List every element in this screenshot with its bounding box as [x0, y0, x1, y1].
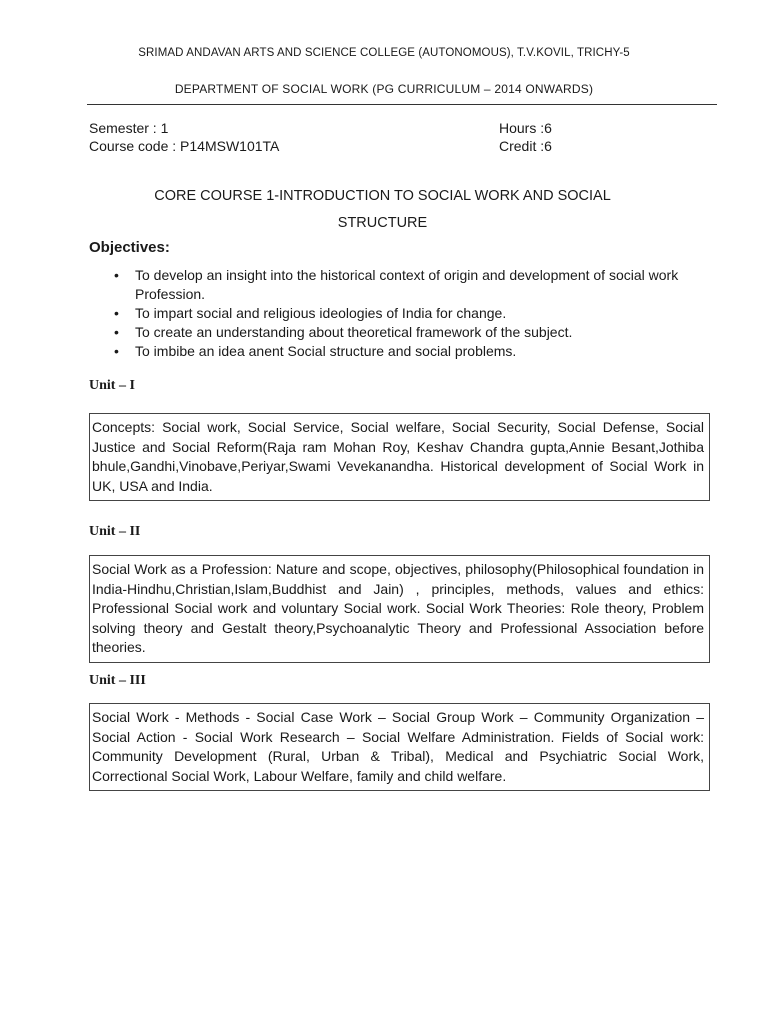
unit-2-heading: Unit – II: [89, 524, 141, 539]
course-meta-right: [499, 119, 552, 155]
credit-label: Credit :6: [499, 138, 552, 154]
unit-1-content-box: Concepts: Social work, Social Service, Social welfare, Social Security, Social Defense, Social Justice and Social Reform(Raja ram Mohan Roy, Keshav Chandra gupta,Annie Besant,Jothiba bhule,Gandhi,Vinobave,Periyar,Swami Vevekanandha. Historical development of Social Work in UK, USA and India.: [89, 413, 710, 501]
objectives-list: [112, 266, 682, 361]
unit-2-content-box: Social Work as a Profession: Nature and scope, objectives, philosophy(Philosophical foundation in India-Hindhu,Christian,Islam,Buddhist and Jain) , principles, methods, values and ethics: Professional Social work and voluntary Social work. Social Work Theories: Role theory, Problem solving theory and Gestalt theory,Psychoanalytic Theory and Professional Association before theories.: [89, 555, 710, 663]
unit-1-heading: Unit – I: [89, 378, 135, 393]
objective-item: • To imbibe an idea anent Social structure and social problems.: [112, 342, 682, 361]
objective-item: • To impart social and religious ideologies of India for change.: [112, 304, 682, 323]
objective-item: • To develop an insight into the historical context of origin and development of social work Profession.: [112, 266, 682, 304]
department-heading: DEPARTMENT OF SOCIAL WORK (PG CURRICULUM – 2014 ONWARDS): [174, 82, 594, 96]
course-title: CORE COURSE 1-INTRODUCTION TO SOCIAL WORK AND SOCIAL STRUCTURE: [154, 188, 611, 231]
hours-label: Hours :6: [499, 120, 552, 136]
header-divider: [87, 104, 717, 105]
unit-3-content-box: Social Work - Methods - Social Case Work – Social Group Work – Community Organization – Social Action - Social Work Research – Social Welfare Administration. Fields of Social work: Community Development (Rural, Urban & Tribal), Medical and Psychiatric Social Work, Correctional Social Work, Labour Welfare, family and child welfare.: [89, 703, 710, 791]
course-meta-left: [89, 119, 279, 155]
semester-label: Semester : 1: [89, 120, 169, 136]
objective-item: • To create an understanding about theoretical framework of the subject.: [112, 323, 682, 342]
course-code-label: Course code : P14MSW101TA: [89, 138, 280, 154]
unit-3-heading: Unit – III: [89, 673, 146, 688]
college-name: SRIMAD ANDAVAN ARTS AND SCIENCE COLLEGE (AUTONOMOUS), T.V.KOVIL, TRICHY-5: [138, 47, 630, 59]
objectives-heading: Objectives:: [89, 239, 170, 256]
